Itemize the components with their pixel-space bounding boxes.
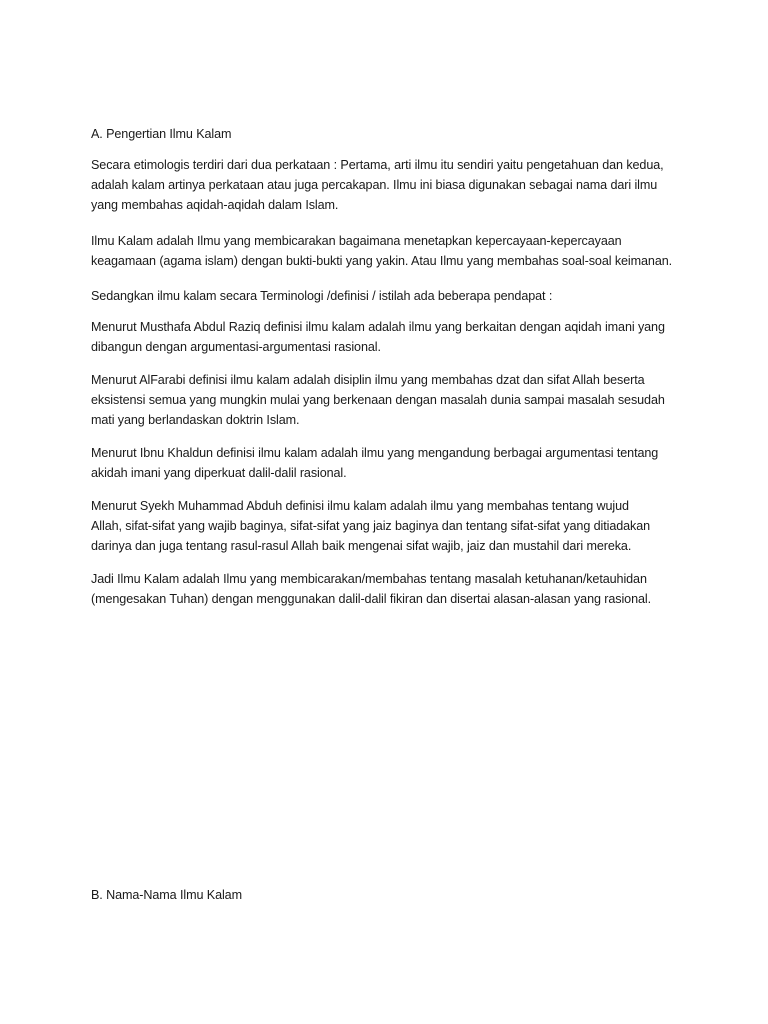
paragraph-line: Menurut Musthafa Abdul Raziq definisi ilmu kalam adalah ilmu yang berkaitan dengan aqidah imani yang xyxy=(91,320,665,334)
paragraph-alfarabi xyxy=(91,370,701,430)
paragraph-line: Menurut Syekh Muhammad Abduh definisi ilmu kalam adalah ilmu yang membahas tentang wujud xyxy=(91,499,629,513)
paragraph-line: eksistensi semua yang mungkin mulai yang berkenaan dengan masalah dunia sampai masalah sesudah xyxy=(91,393,665,407)
paragraph-definition xyxy=(91,231,701,271)
paragraph-line: adalah kalam artinya perkataan atau juga percakapan. Ilmu ini biasa digunakan sebagai nama dari ilmu xyxy=(91,178,658,192)
paragraph-muhammad-abduh xyxy=(91,496,701,556)
paragraph-line: mati yang berlandaskan doktrin Islam. xyxy=(91,413,300,427)
paragraph-line: dibangun dengan argumentasi-argumentasi rasional. xyxy=(91,340,381,354)
paragraph-line: akidah imani yang diperkuat dalil-dalil rasional. xyxy=(91,466,347,480)
paragraph-line: (mengesakan Tuhan) dengan menggunakan dalil-dalil fikiran dan disertai alasan-alasan yang rasional. xyxy=(91,592,651,606)
paragraph-line: Allah, sifat-sifat yang wajib baginya, sifat-sifat yang jaiz baginya dan tentang sifat-sifat yang ditiadakan xyxy=(91,519,651,533)
paragraph-conclusion xyxy=(91,569,701,609)
paragraph-line: darinya dan juga tentang rasul-rasul Allah baik mengenai sifat wajib, jaiz dan mustahil dari mereka. xyxy=(91,539,632,553)
paragraph-etymology xyxy=(91,155,701,215)
paragraph-line: yang membahas aqidah-aqidah dalam Islam. xyxy=(91,198,339,212)
paragraph-musthafa xyxy=(91,317,701,357)
paragraph-line: Secara etimologis terdiri dari dua perkataan : Pertama, arti ilmu itu sendiri yaitu pengetahuan dan kedua, xyxy=(91,158,664,172)
paragraph-line: Sedangkan ilmu kalam secara Terminologi /definisi / istilah ada beberapa pendapat : xyxy=(91,289,553,303)
paragraph-terminology-intro xyxy=(91,286,701,306)
section-a-heading: A. Pengertian Ilmu Kalam xyxy=(91,127,232,141)
paragraph-line: Ilmu Kalam adalah Ilmu yang membicarakan bagaimana menetapkan kepercayaan-kepercayaan xyxy=(91,234,622,248)
paragraph-line: Jadi Ilmu Kalam adalah Ilmu yang membicarakan/membahas tentang masalah ketuhanan/ketauhidan xyxy=(91,572,647,586)
paragraph-line: keagamaan (agama islam) dengan bukti-bukti yang yakin. Atau Ilmu yang membahas soal-soal keimanan. xyxy=(91,254,673,268)
paragraph-ibnu-khaldun xyxy=(91,443,701,483)
section-b-heading: B. Nama-Nama Ilmu Kalam xyxy=(91,888,242,902)
paragraph-line: Menurut AlFarabi definisi ilmu kalam adalah disiplin ilmu yang membahas dzat dan sifat Allah beserta xyxy=(91,373,645,387)
paragraph-line: Menurut Ibnu Khaldun definisi ilmu kalam adalah ilmu yang mengandung berbagai argumentasi tentang xyxy=(91,446,659,460)
